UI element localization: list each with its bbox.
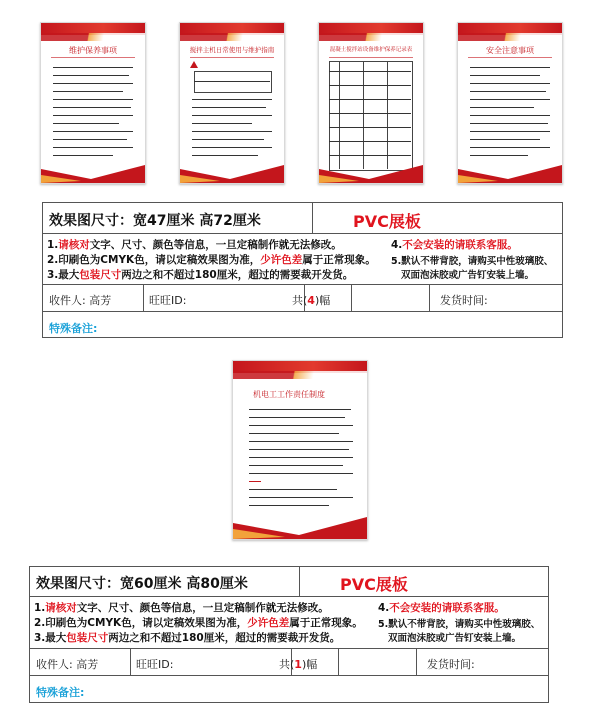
ship-time-label: 发货时间: <box>440 294 488 307</box>
receiver-value: 高芳 <box>89 294 112 307</box>
ship-time-label: 发货时间: <box>427 658 475 671</box>
poster-title: 混凝土搅拌站设备维护保养记录表 <box>329 47 413 53</box>
order-info-table-1: 效果图尺寸：宽47厘米 高72厘米 PVC展板 1.请核对文字、尺寸、颜色等信息，一旦定稿制作就无法修改。 2.印刷色为CMYK色，请以定稿效果图为准，少许色差属于正常现象。 3.最大包装尺寸两边之和不超过180厘米，超过的需要裁开发货。 4.不会安装的请联系客服。 5.默认不带背胶，请购买中性玻璃胶、 双面泡沫胶或广告钉安装上墙。 收件人: 高芳 旺旺ID: 共(4)幅 发货时间: 特殊备注: <box>42 202 563 338</box>
material-label: PVC展板 <box>353 212 421 231</box>
size-value: 宽47厘米 高72厘米 <box>133 213 261 229</box>
order-info-table-2: 效果图尺寸：宽60厘米 高80厘米 PVC展板 1.请核对文字、尺寸、颜色等信息，一旦定稿制作就无法修改。 2.印刷色为CMYK色，请以定稿效果图为准，少许色差属于正常现象。 3.最大包装尺寸两边之和不超过180厘米，超过的需要裁开发货。 4.不会安装的请联系客服。 5.默认不带背胶，请购买中性玻璃胶、 双面泡沫胶或广告钉安装上墙。 收件人: 高芳 旺旺ID: 共(1)幅 发货时间: 特殊备注: <box>29 566 549 703</box>
remark-label: 特殊备注: <box>49 322 98 335</box>
size-label: 效果图尺寸： <box>36 576 120 592</box>
wangwang-label: 旺旺ID: <box>136 658 174 671</box>
count-value: 1 <box>294 658 302 671</box>
receiver-label: 收件人: <box>49 294 86 307</box>
poster-title: 安全注意事项 <box>486 46 534 55</box>
remark-label: 特殊备注: <box>36 686 85 699</box>
size-value: 宽60厘米 高80厘米 <box>120 576 248 592</box>
poster-title: 维护保养事项 <box>69 46 117 55</box>
poster-preview-1 <box>40 22 146 184</box>
wangwang-label: 旺旺ID: <box>149 294 187 307</box>
warning-icon <box>190 61 198 68</box>
count-value: 4 <box>307 294 315 307</box>
receiver-label: 收件人: <box>36 658 73 671</box>
poster-title: 机电工工作责任制度 <box>253 390 325 399</box>
poster-preview-2 <box>179 22 285 184</box>
poster-preview-3 <box>318 22 424 184</box>
poster-title: 搅拌主机日常使用与维护指南 <box>189 46 275 54</box>
material-label: PVC展板 <box>340 575 408 594</box>
poster-preview-4 <box>457 22 563 184</box>
size-label: 效果图尺寸： <box>49 213 133 229</box>
mini-table <box>194 71 272 93</box>
poster-preview-5 <box>232 360 368 540</box>
receiver-value: 高芳 <box>76 658 99 671</box>
